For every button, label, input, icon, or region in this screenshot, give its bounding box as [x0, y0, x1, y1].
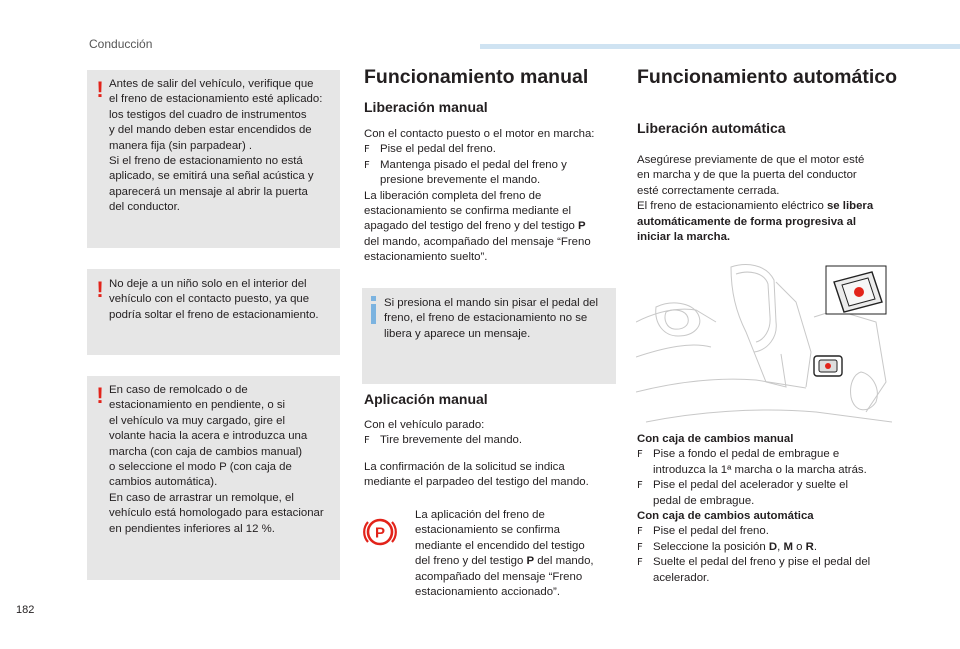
- text-fragment: .: [813, 540, 818, 553]
- text-line: [364, 219, 614, 234]
- warning-line: No deje a un niño solo en el interior del: [109, 278, 307, 290]
- warning-line: y del mando deben estar encendidos de: [109, 124, 312, 137]
- manual-gearbox-block: [637, 432, 899, 586]
- manual-release-body: [364, 127, 614, 266]
- manual-apply-title: Aplicación manual: [364, 391, 488, 407]
- text-line: acompañado del mensaje “Freno: [415, 570, 583, 583]
- bullet-continuation: introduzca la 1ª marcha o la marcha atrás.: [653, 463, 867, 476]
- warning-line: el vehículo va muy cargado, gire el: [109, 414, 286, 427]
- gear-position-m: M: [783, 540, 793, 553]
- text-fragment: del freno y del testigo: [415, 555, 527, 568]
- warning-line: En caso de remolcado o de: [109, 384, 248, 396]
- bullet-item: F Pise el pedal del acelerador y suelte el: [637, 478, 899, 493]
- warning-line: estacionamiento en pendiente, o si: [109, 399, 286, 412]
- bullet-item: F Pise el pedal del freno.: [637, 524, 899, 539]
- bullet-item: F Pise el pedal del freno.: [364, 142, 614, 157]
- automatic-release-body: [637, 153, 897, 245]
- manual-release-title: Liberación manual: [364, 99, 488, 115]
- manual-operation-title: Funcionamiento manual: [364, 66, 589, 88]
- bullet-item: F Mantenga pisado el pedal del freno y: [364, 158, 614, 173]
- text-line: estacionamiento accionado”.: [415, 586, 561, 599]
- exclamation-mark-icon: !: [96, 277, 104, 302]
- warning-line: aparecerá un mensaje al abrir la puerta: [109, 185, 308, 198]
- warning-line: del conductor.: [109, 201, 180, 214]
- text-line: La aplicación del freno de: [415, 509, 545, 521]
- info-i-icon: [371, 304, 376, 324]
- bullet-item: [637, 540, 899, 555]
- warning-line: cambios automática).: [109, 476, 218, 489]
- info-line: Si presiona el mando sin pisar el pedal del: [384, 297, 599, 309]
- text-strong: automáticamente de forma progresiva al: [637, 215, 857, 228]
- manual-apply-body: [364, 418, 614, 449]
- warning-line: podría soltar el freno de estacionamiento.: [109, 308, 319, 321]
- auto-gearbox-title: [637, 509, 899, 524]
- exclamation-mark-icon: !: [96, 77, 104, 102]
- console-dial: [656, 303, 700, 336]
- text-fragment: apagado del testigo del freno y del testigo: [364, 220, 579, 233]
- info-line: freno, el freno de estacionamiento no se: [384, 312, 588, 325]
- manual-apply-icon-caption: [415, 508, 615, 600]
- warning-line: Si el freno de estacionamiento no está: [109, 155, 303, 168]
- bullet-item: F Tire brevemente del mando.: [364, 433, 614, 448]
- warning-line: en pendientes inferiores al 12 %.: [109, 522, 275, 535]
- warning-note-2: [87, 269, 340, 355]
- console-line: [776, 282, 811, 387]
- manual-gearbox-title: [637, 432, 899, 447]
- text-line: [637, 215, 897, 230]
- console-line: [646, 410, 892, 422]
- parking-icon-letter: P: [374, 524, 386, 542]
- warning-line: volante hacia la acera e introduzca una: [109, 430, 308, 443]
- manual-apply-intro: Con el vehículo parado:: [364, 419, 485, 431]
- console-brake-switch: [814, 356, 842, 376]
- bullet-continuation: presione brevemente el mando.: [380, 174, 541, 187]
- text-fragment: Seleccione la posición: [653, 540, 769, 553]
- text-line: Asegúrese previamente de que el motor esté: [637, 154, 865, 166]
- zoomed-brake-switch-inset: [826, 266, 886, 314]
- warning-note-3: [87, 376, 340, 580]
- bullet-item: F Pise a fondo el pedal de embrague e: [637, 447, 899, 462]
- parking-brake-icon: [363, 515, 397, 549]
- gear-position-d: D: [768, 540, 778, 553]
- manual-apply-text: [364, 460, 614, 491]
- parking-brake-console-illustration: [636, 262, 892, 430]
- warning-line: vehículo con el contacto puesto, ya que: [109, 293, 310, 306]
- text-line: estacionamiento suelto”.: [364, 251, 488, 264]
- warning-line: vehículo está homologado para estacionar: [109, 507, 324, 520]
- text-line: La confirmación de la solicitud se indica: [364, 461, 565, 473]
- automatic-release-title: Liberación automática: [637, 120, 786, 136]
- exclamation-mark-icon: !: [96, 383, 104, 408]
- gear-selector-outline: [736, 272, 770, 342]
- text-line: estacionamiento se confirma: [415, 524, 560, 537]
- text-fragment: del mando,: [534, 555, 594, 568]
- console-knob: [851, 372, 878, 410]
- text-line: del mando, acompañado del mensaje “Freno: [364, 235, 591, 248]
- page-number: 182: [16, 604, 35, 616]
- warning-note-1: [87, 70, 340, 248]
- console-line: [636, 345, 711, 357]
- text-fragment: ,: [777, 540, 784, 553]
- text-line: La liberación completa del freno de: [364, 189, 542, 202]
- text-fragment: El freno de estacionamiento eléctrico: [637, 200, 827, 213]
- bullet-continuation: acelerador.: [653, 571, 710, 584]
- automatic-operation-title: Funcionamiento automático: [637, 66, 898, 88]
- indicator-letter: P: [526, 555, 535, 568]
- warning-line: aplicado, se emitirá una señal acústica y: [109, 170, 314, 183]
- text-strong: Con caja de cambios automática: [637, 510, 814, 523]
- header-accent-bar: [480, 44, 960, 49]
- warning-line: En caso de arrastrar un remolque, el: [109, 491, 294, 504]
- info-line: libera y aparece un mensaje.: [384, 327, 531, 340]
- text-line: esté correctamente cerrada.: [637, 184, 780, 197]
- text-line: mediante el parpadeo del testigo del mando.: [364, 476, 589, 489]
- text-strong: iniciar la marcha.: [637, 231, 731, 244]
- gear-position-r: R: [805, 540, 814, 553]
- text-line: en marcha y de que la puerta del conductor: [637, 169, 857, 182]
- text-line: mediante el encendido del testigo: [415, 539, 585, 552]
- text-strong: Con caja de cambios manual: [637, 433, 794, 445]
- inset-switch-lamp: [854, 287, 864, 297]
- text-line: estacionamiento se confirma mediante el: [364, 205, 572, 218]
- warning-line: marcha (con caja de cambios manual): [109, 445, 303, 458]
- console-dial: [665, 310, 688, 329]
- warning-line: el freno de estacionamiento esté aplicado:: [109, 93, 323, 106]
- warning-line: los testigos del cuadro de instrumentos: [109, 108, 307, 121]
- text-line: [637, 230, 897, 245]
- section-label: Conducción: [89, 37, 153, 51]
- warning-line: o seleccione el modo P (con caja de: [109, 461, 292, 474]
- info-note: [362, 288, 616, 384]
- text-strong: se libera: [826, 200, 874, 213]
- bullet-continuation: pedal de embrague.: [653, 494, 755, 507]
- text-line: [637, 199, 897, 214]
- bullet-item: F Suelte el pedal del freno y pise el pedal del: [637, 555, 899, 570]
- warning-line: Antes de salir del vehículo, verifique que: [109, 78, 314, 90]
- warning-line: manera fija (sin parpadear) .: [109, 139, 253, 152]
- text-fragment: o: [792, 540, 806, 553]
- console-switch-lamp: [825, 363, 831, 369]
- manual-release-intro: Con el contacto puesto o el motor en marcha:: [364, 128, 595, 140]
- text-line: [415, 554, 615, 569]
- indicator-letter: P: [578, 220, 586, 233]
- console-line: [636, 309, 716, 322]
